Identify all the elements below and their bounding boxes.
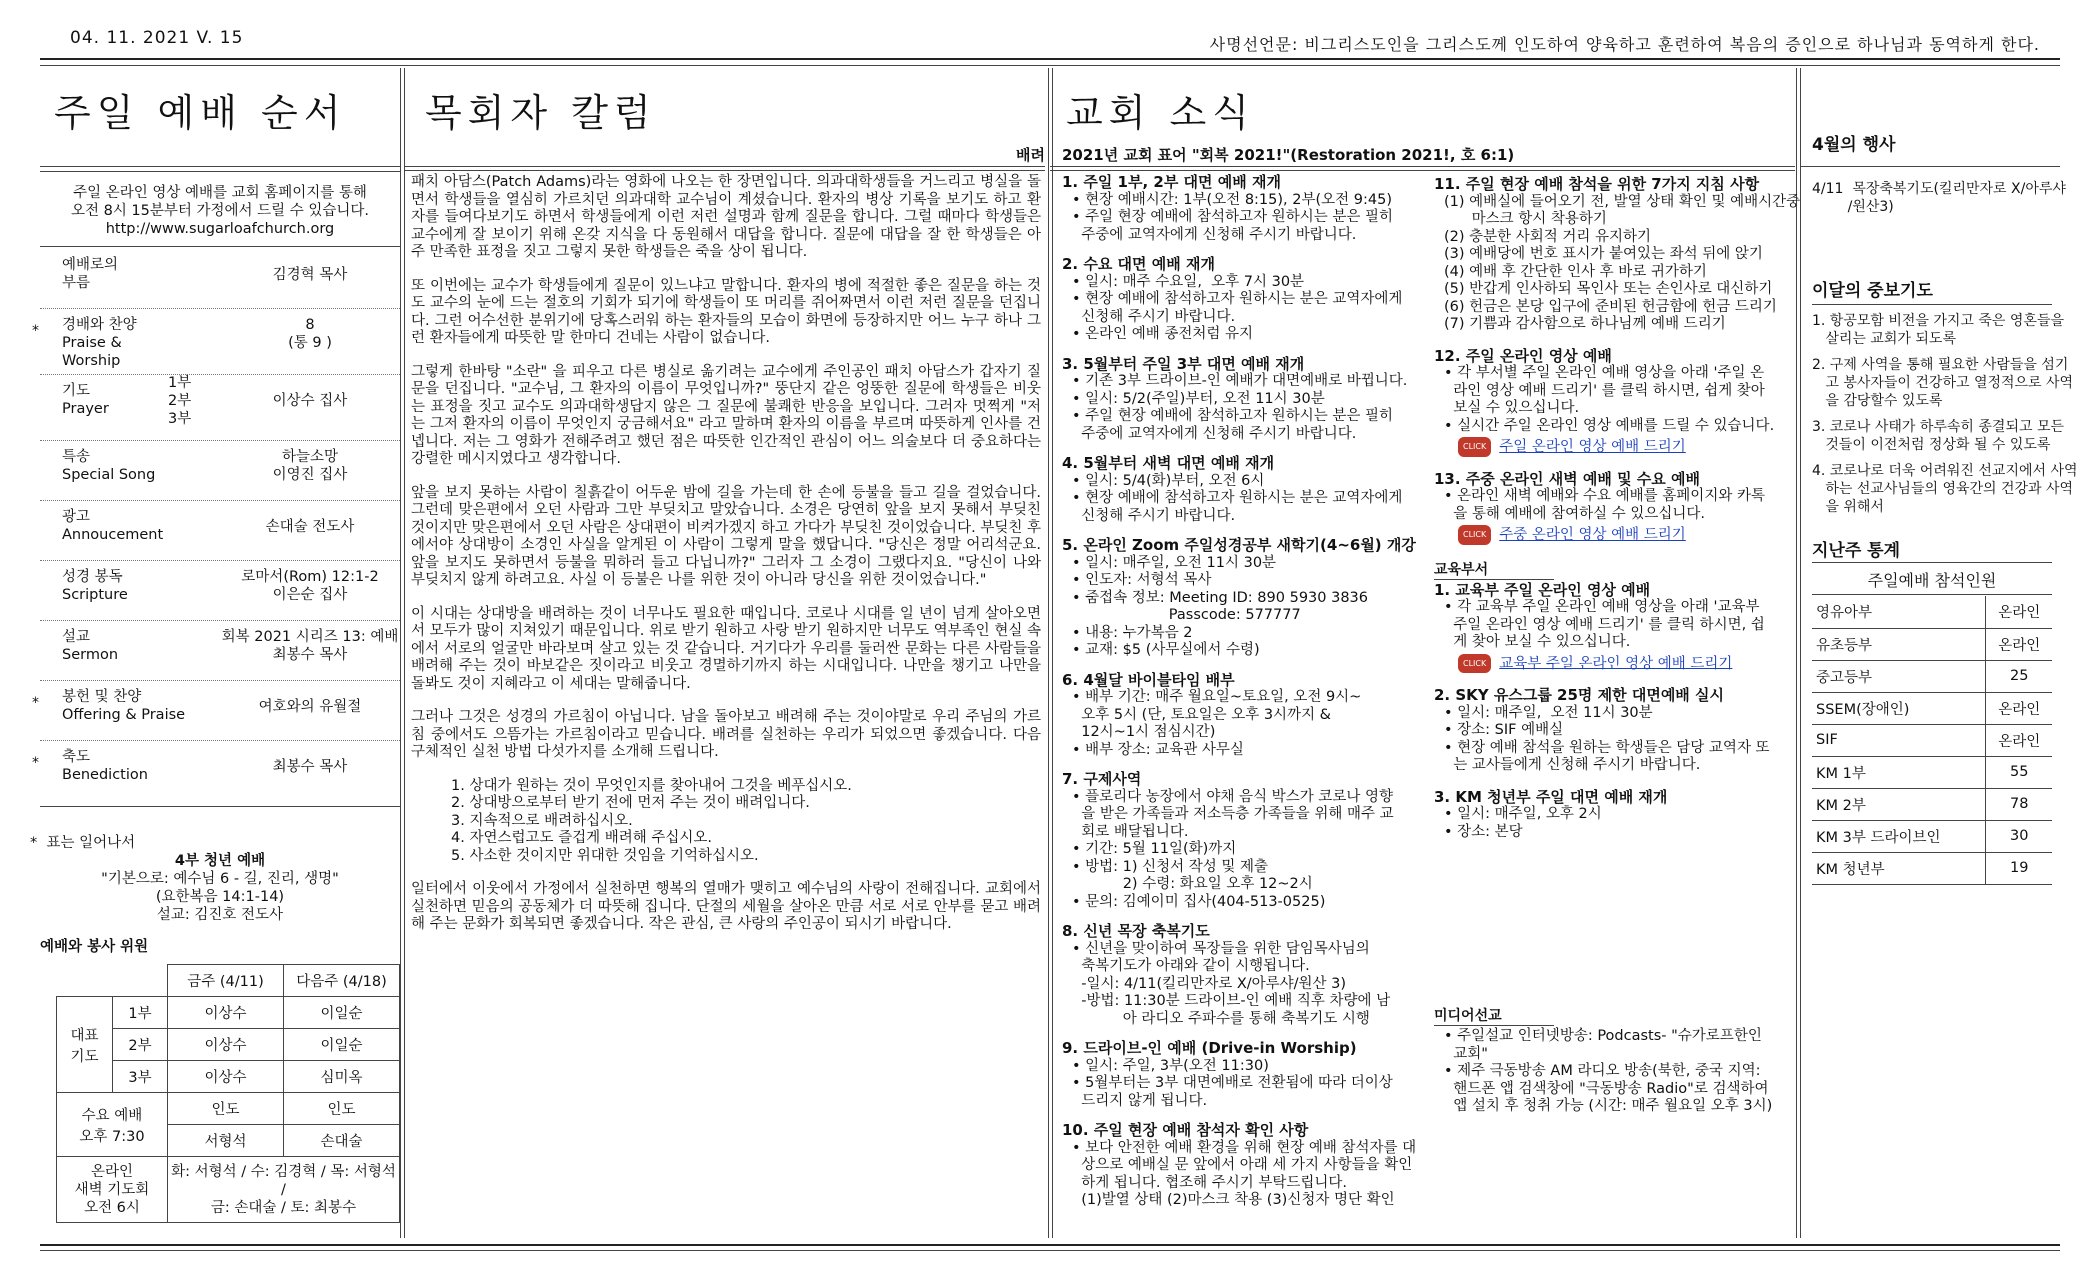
news-item <box>1434 175 1801 334</box>
paragraph: 이 시대는 상대방을 배려하는 것이 너무나도 필요한 때입니다. 코로나 시대를 일 년이 넘게 살아오면서 모두가 많이 지쳐있기 때문입니다. 위로 받기 원하고 사랑 받기 원하지만 너무도 역부족인 현실 속에서 서로의 얼굴만 바라보며 살고 있는 것 같습니다. 거기다가 우리를 둘러싼 문화는 다른 사람들을 배려해 주는 것이 바보같은 짓이라고 비웃고 경멸하기까지 하는 시대입니다. 나만을 챙기고 나만을 돌봐도 것이 지혜라고 이 세대는 말해줍니다. <box>411 605 1041 692</box>
news-heading: 5. 온라인 Zoom 주일성경공부 새학기(4~6월) 개강 <box>1062 536 1416 554</box>
youth-scripture: (요한복음 14:1-14) <box>155 889 285 905</box>
table-cell <box>57 965 168 997</box>
order-row <box>32 684 400 744</box>
order-label: 성경 봉독 Scripture <box>62 569 128 603</box>
stand-note: * 표는 일어나서 <box>30 835 136 851</box>
dotted-divider <box>40 680 400 681</box>
title-rule <box>1050 166 1795 167</box>
news-line: • 현장 예배에 참석하고자 원하시는 분은 교역자에게 신청해 주시기 바랍니다. <box>1072 490 1403 524</box>
stats-value: 온라인 <box>1986 724 2052 756</box>
order-label: 기도 Prayer <box>62 383 109 417</box>
order-row <box>40 252 400 312</box>
table-row <box>1812 788 2052 820</box>
news-line: • 기존 3부 드라이브-인 예배가 대면예배로 바뀝니다. <box>1072 373 1408 389</box>
education-title: 교육부서 <box>1434 559 1554 580</box>
list-item: 5. 사소한 것이지만 위대한 것임을 기억하십시오. <box>451 847 759 864</box>
news-heading: 9. 드라이브-인 예배 (Drive-in Worship) <box>1062 1039 1357 1057</box>
dotted-divider <box>40 620 400 621</box>
media-title: 미디어선교 <box>1434 1005 1554 1026</box>
worship-order-title: 주일 예배 순서 <box>54 91 347 135</box>
order-value: 이상수 집사 <box>272 393 348 409</box>
title-rule <box>405 170 1045 171</box>
dotted-divider <box>40 374 400 375</box>
news-line: • 내용: 누가복음 2 <box>1072 624 1193 641</box>
list-item: 2. 상대방으로부터 받기 전에 먼저 주는 것이 배려입니다. <box>451 795 810 811</box>
order-row <box>32 744 400 804</box>
bottom-rule <box>40 1244 2060 1246</box>
stats-value: 19 <box>1986 852 2052 884</box>
news-line: • 배부 장소: 교육관 사무실 <box>1072 741 1244 758</box>
table-cell: 수요 예배 오후 7:30 <box>57 1093 168 1157</box>
order-value: 회복 2021 시리즈 13: 예배 최봉수 목사 <box>221 629 399 663</box>
news-heading: 7. 구제사역 <box>1062 770 1142 788</box>
news-line: • 일시: 5/2(주일)부터, 오전 11시 30분 <box>1072 390 1325 407</box>
news-line: • 플로리다 농장에서 야채 음식 박스가 코로나 영향 을 받은 가족들과 저소득층 가족들을 위해 매주 교 회로 배달됩니다. <box>1072 788 1394 840</box>
click-icon[interactable]: CLICK <box>1458 437 1491 457</box>
news-line: • 일시: 주일, 3부(오전 11:30) <box>1072 1057 1269 1074</box>
news-heading: 3. KM 청년부 주일 대면 예배 재개 <box>1434 787 1668 806</box>
order-row <box>40 375 400 444</box>
table-cell: 온라인 새벽 기도회 오전 6시 <box>57 1157 168 1223</box>
table-cell: 이일순 <box>284 997 400 1029</box>
table-row <box>1812 756 2052 788</box>
news-line: • 방법: 1) 신청서 작성 및 제출 2) 수령: 화요일 오후 12~2시 <box>1072 858 1313 892</box>
stats-label: 영유아부 <box>1812 596 1986 628</box>
order-row <box>32 312 400 378</box>
table-row <box>1812 628 2052 660</box>
news-item <box>1062 672 1430 760</box>
news-line: (6) 헌금은 본당 입구에 준비된 헌금함에 헌금 드리기 <box>1444 298 1777 315</box>
stats-value: 55 <box>1986 756 2052 788</box>
table-cell: 1부 <box>113 997 168 1029</box>
news-link-row <box>1434 437 1792 457</box>
video-link[interactable]: 교육부 주일 온라인 영상 예배 드리기 <box>1499 655 1733 672</box>
stats-label: SSEM(장애인) <box>1812 692 1986 724</box>
news-line: • 일시: 매주일, 오전 11시 30분 <box>1072 554 1277 571</box>
stats-value: 온라인 <box>1986 596 2052 628</box>
news-line: (3) 예배당에 번호 표시가 붙여있는 좌석 뒤에 앉기 <box>1444 246 1763 262</box>
news-line: • 일시: 매주 수요일, 오후 7시 30분 <box>1072 273 1305 290</box>
table-row <box>1812 660 2052 692</box>
news-line: • 배부 기간: 매주 월요일~토요일, 오전 9시~ 오후 5시 (단, 토요일은 오후 3시까지 & 12시~1시 점심시간) <box>1072 689 1362 740</box>
news-item <box>1062 356 1430 444</box>
news-line: • 인도자: 서형석 목사 <box>1072 572 1212 588</box>
top-bar <box>40 26 2060 56</box>
news-heading: 2. 수요 대면 예배 재개 <box>1062 255 1215 273</box>
stats-rule <box>1812 594 2052 595</box>
news-item <box>1062 771 1430 911</box>
stats-value: 78 <box>1986 788 2052 820</box>
news-line: • 각 교육부 주일 온라인 예배 영상을 아래 '교육부 주일 온라인 영상 예배 드리기' 를 클릭 하시면, 쉽 게 찾아 보실 수 있으십니다. <box>1444 599 1765 650</box>
stats-subtitle: 주일예배 참석인원 <box>1867 571 1997 590</box>
news-line: • 5월부터는 3부 대면예배로 전환됨에 따라 더이상 드리지 않게 됩니다. <box>1072 1075 1393 1109</box>
stats-label: 유초등부 <box>1812 628 1986 660</box>
title-rule <box>405 166 1045 167</box>
table-cell: 이상수 <box>168 997 284 1029</box>
order-row <box>40 444 400 504</box>
news-item <box>1434 789 1792 842</box>
news-line: • 온라인 새벽 예배와 수요 예배를 홈페이지와 카톡 을 통해 예배에 참여하실 수 있으십니다. <box>1444 488 1765 522</box>
table-row <box>1812 820 2052 852</box>
news-line: • 기간: 5월 11일(화)까지 <box>1072 841 1237 857</box>
news-item <box>1062 923 1430 1028</box>
prayer-title: 이달의 중보기도 <box>1812 281 1933 301</box>
table-cell: 서형석 <box>168 1125 284 1157</box>
column-subtitle: 배려 <box>1016 146 1045 164</box>
section-rule <box>40 806 400 807</box>
title-rule <box>40 171 400 172</box>
order-value: 8 (통 9 ) <box>288 317 332 351</box>
online-notice <box>40 184 400 238</box>
section-rule <box>40 246 400 247</box>
church-url[interactable]: http://www.sugarloafchurch.org <box>105 221 335 237</box>
stats-label: 중고등부 <box>1812 660 1986 692</box>
order-label: 경배와 찬양 Praise & Worship <box>62 317 137 369</box>
news-heading: 1. 주일 1부, 2부 대면 예배 재개 <box>1062 173 1281 191</box>
notice-line: 오전 8시 15분부터 가정에서 드릴 수 있습니다. <box>70 203 370 219</box>
click-icon[interactable]: CLICK <box>1458 654 1491 674</box>
bulletin-date: 04. 11. 2021 V. 15 <box>70 28 244 48</box>
news-line: (1) 예배실에 들어오기 전, 발열 상태 확인 및 예배시간중 마스크 항시 착용하기 <box>1444 193 1801 227</box>
news-line: • 실시간 주일 온라인 영상 예배를 드릴 수 있습니다. <box>1444 417 1775 434</box>
news-heading: 1. 교육부 주일 온라인 영상 예배 <box>1434 580 1651 599</box>
table-row <box>57 1093 400 1125</box>
church-news-title: 교회 소식 <box>1066 91 1255 135</box>
news-heading: 3. 5월부터 주일 3부 대면 예배 재개 <box>1062 354 1305 373</box>
table-row <box>57 1157 400 1223</box>
stand-note-text: 표는 일어나서 <box>46 835 136 851</box>
prayer-list <box>1812 312 2078 524</box>
news-line: • 일시: 매주일, 오후 2시 <box>1444 806 1602 822</box>
news-item <box>1062 537 1430 660</box>
order-value: 여호와의 유월절 <box>258 699 362 715</box>
order-value: 김경혁 목사 <box>272 267 348 283</box>
youth-service <box>40 852 400 924</box>
news-line: (4) 예배 후 간단한 인사 후 바로 귀가하기 <box>1444 263 1707 280</box>
prayer-item: 3. 코로나 사태가 하루속히 종결되고 모든 것들이 이전처럼 정상화 될 수 있도록 <box>1812 419 2064 453</box>
stats-label: KM 2부 <box>1812 788 1986 820</box>
stand-mark: * <box>32 323 39 339</box>
church-news-column <box>1050 68 1801 1238</box>
mission-statement: 사명선언문: 비그리스도인을 그리스도께 인도하여 양육하고 훈련하여 복음의 증인으로 하나님과 동역하게 한다. <box>1209 35 2040 54</box>
order-value: 하늘소망 이영진 집사 <box>272 449 348 483</box>
table-cell: 심미옥 <box>284 1061 400 1093</box>
news-line: • 신년을 맞이하여 목장들을 위한 담임목사님의 축복기도가 아래와 같이 시행됩니다. -일시: 4/11(킬리만자로 X/아루샤/원산 3) -방법: 11:30분 드라이브-인 예배 직후 차량에 남 아 라디오 주파수를 통해 축복기도 시행 <box>1072 940 1391 1027</box>
spacer <box>1434 855 1792 1005</box>
order-value: 손대술 전도사 <box>265 519 355 535</box>
news-line: • 각 부서별 주일 온라인 예배 영상을 아래 '주일 온 라인 영상 예배 드리기' 를 클릭 하시면, 쉽게 찾아 보실 수 있으십니다. <box>1444 365 1765 416</box>
news-item <box>1434 687 1792 775</box>
order-label: 봉헌 및 찬양 Offering & Praise <box>62 689 186 723</box>
news-line: • 교재: $5 (사무실에서 수령) <box>1072 642 1260 658</box>
youth-title: 4부 청년 예배 <box>174 853 266 869</box>
news-right-list <box>1434 175 1801 1116</box>
news-item <box>1434 471 1792 545</box>
news-line: • 주일 현장 예배에 참석하고자 원하시는 분은 필히 주중에 교역자에게 신청해 주시기 바랍니다. <box>1072 209 1393 243</box>
table-row <box>57 965 400 997</box>
news-heading: 4. 5월부터 새벽 대면 예배 재개 <box>1062 454 1275 472</box>
prayer-rule <box>1812 304 2052 305</box>
title-rule <box>1050 170 1795 171</box>
news-line: • 일시: 5/4(화)부터, 오전 6시 <box>1072 472 1265 489</box>
order-label: 축도 Benediction <box>62 749 148 783</box>
dotted-divider <box>40 440 400 441</box>
youth-preacher: 설교: 김진호 전도사 <box>156 907 284 923</box>
table-cell: 이일순 <box>284 1029 400 1061</box>
servants-title: 예배와 봉사 위원 <box>40 939 149 955</box>
video-link[interactable]: 주중 온라인 영상 예배 드리기 <box>1499 526 1686 543</box>
news-line: • 일시: 매주일, 오전 11시 30분 <box>1444 704 1653 721</box>
news-heading: 10. 주일 현장 예배 참석자 확인 사항 <box>1062 1121 1309 1139</box>
column-body <box>411 174 1041 934</box>
news-heading: 11. 주일 현장 예배 참석을 위한 7가지 지침 사항 <box>1434 175 1760 193</box>
news-line: • 줌접속 정보: Meeting ID: 890 5930 3836 Passcode: 577777 <box>1072 589 1369 623</box>
prayer-item: 1. 항공모함 비전을 가지고 죽은 영혼들을 살리는 교회가 되도록 <box>1812 313 2064 347</box>
news-line: • 주일 현장 예배에 참석하고자 원하시는 분은 필히 주중에 교역자에게 신청해 주시기 바랍니다. <box>1072 408 1393 442</box>
table-cell: 3부 <box>113 1061 168 1093</box>
stats-label: KM 청년부 <box>1812 852 1986 884</box>
news-line: (7) 기쁨과 감사함으로 하나님께 예배 드리기 <box>1444 316 1726 332</box>
stats-value: 30 <box>1986 820 2052 852</box>
media-line: • 주일설교 인터넷방송: Podcasts- "슈가로프한인 교회" <box>1444 1028 1762 1062</box>
order-row <box>40 624 400 684</box>
table-cell: 이상수 <box>168 1061 284 1093</box>
list-item: 4. 자연스럽고도 즐겁게 배려해 주십시오. <box>451 830 712 846</box>
video-link[interactable]: 주일 온라인 영상 예배 드리기 <box>1499 438 1686 455</box>
news-line: • 보다 안전한 예배 환경을 위해 현장 예배 참석자를 대 상으로 예배실 문 앞에서 아래 세 가지 사항들을 확인 하게 됩니다. 협조해 주시기 부탁드립니다. (1)발열 상태 (2)마스크 착용 (3)신청자 명단 확인 <box>1072 1139 1417 1208</box>
news-heading: 8. 신년 목장 축복기도 <box>1062 922 1210 940</box>
stats-title: 지난주 통계 <box>1812 541 1901 561</box>
title-rule <box>1800 166 2060 167</box>
news-line: • 현장 예배 참석을 원하는 학생들은 담당 교역자 또 는 교사들에게 신청해 주시기 바랍니다. <box>1444 739 1770 773</box>
list-item: 1. 상대가 원하는 것이 무엇인지를 찾아내어 그것을 베푸십시오. <box>451 777 852 794</box>
stats-label: KM 1부 <box>1812 756 1986 788</box>
stand-mark: * <box>32 695 39 711</box>
news-line: • 문의: 김예이미 집사(404-513-0525) <box>1072 893 1326 910</box>
bottom-rule-thin <box>40 1250 2060 1251</box>
table-cell: 2부 <box>113 1029 168 1061</box>
stats-value: 온라인 <box>1986 628 2052 660</box>
order-label: 설교 Sermon <box>62 629 119 663</box>
table-cell: 인도 <box>284 1093 400 1125</box>
pastor-column-title: 목회자 칼럼 <box>425 91 657 135</box>
table-cell: 다음주 (4/18) <box>284 965 400 997</box>
order-value: 로마서(Rom) 12:1-2 이은순 집사 <box>241 569 379 603</box>
news-left-list <box>1062 174 1430 1222</box>
table-row <box>1812 852 2052 884</box>
order-row <box>40 504 400 564</box>
servants-table <box>56 964 400 1223</box>
news-item <box>1062 1040 1430 1110</box>
paragraph: 또 이번에는 교수가 학생들에게 질문이 있느냐고 말합니다. 환자의 병에 적절한 좋은 질문을 하는 것도 교수의 눈에 드는 절호의 기회가 되기에 학생들이 또 머리를 쥐어짜면서 이런 저런 질문을 던집니다. 그런 어수선한 분위기에 당혹스러워 하는 환자들의 모습이 화면에 등장하지만 어느 누구 하나 그런 환자들에게 따뜻한 말 한마디 건네는 사람이 없습니다. <box>411 277 1041 346</box>
media-line: • 제주 극동방송 AM 라디오 방송(북한, 중국 지역: 핸드폰 앱 검색창에 "극동방송 Radio"로 검색하여 앱 설치 후 청취 가능 (시간: 매주 월요일 오후 3시) <box>1444 1063 1773 1114</box>
table-row <box>57 997 400 1029</box>
stats-label: KM 3부 드라이브인 <box>1812 820 1986 852</box>
sidebar-column <box>1800 68 2078 1238</box>
news-line: • 현장 예배에 참석하고자 원하시는 분은 교역자에게 신청해 주시기 바랍니다. <box>1072 291 1403 325</box>
paragraph: 앞을 보지 못하는 사람이 칠흙같이 어두운 밤에 길을 가는데 한 손에 등불을 들고 길을 걸었습니다. 그런데 맞은편에서 오던 사람과 그만 부딪치고 말았습니다. 소경은 당연히 앞을 보지 못해서 부딪친 것이지만 맞은편에서 오던 사람은 상대편이 비켜가겠지 하고 가다가 부딪친 것이었습니다. 부딪친 후에서야 상대방이 소경인 사실을 알게된 이 사람이 그렇게 말을 했답니다. "당신은 정말 어리석군요. 앞을 보지도 못하면서 등불을 뭐하러 들고 다닙니까?" 그러자 그 소경이 그랬다지요. "당신이 나와 부딪치지 않게 하려고요. 사실 이 등불은 나를 위한 것이 아니라 당신을 위한 것이었습니다." <box>411 484 1041 588</box>
paragraph: 패치 아담스(Patch Adams)라는 영화에 나오는 한 장면입니다. 의과대학생들을 거느리고 병실을 돌면서 학생들을 열심히 가르치던 의과대학 교수님이 계셨습니다. 환자의 병상 기록을 보기도 하고 환자를 들여다보기도 하면서 학생들에게 이런 저런 설명과 함께 질문을 합니다. 그럴 때마다 학생들은 교수에게 잘 보이기 위해 온갖 지식을 다 동원해서 대답을 합니다. 질문에 대답을 잘 한 학생들은 아주 만족한 표정을 짓고 그렇지 못한 학생들은 죽을 상이 됩니다. <box>411 174 1041 260</box>
title-rule <box>40 166 400 167</box>
stats-value: 25 <box>1986 660 2052 692</box>
paragraph: 그러나 그것은 성경의 가르침이 아닙니다. 남을 돌아보고 배려해 주는 것이야말로 우리 주님의 가르침 중에서도 으뜸가는 가르침이라고 믿습니다. 배려를 실천하는 우리가 되었으면 좋겠습니다. 다음 구체적인 실천 방법 다섯가지를 소개해 드립니다. <box>411 709 1041 760</box>
prayer-item: 2. 구제 사역을 통해 필요한 사람들을 섬기 고 봉사자들이 건강하고 열정적으로 사역 을 감당할수 있도록 <box>1812 357 2074 409</box>
news-line: • 장소: 본당 <box>1444 823 1523 840</box>
top-rule <box>40 58 2060 60</box>
table-row <box>1812 724 2052 756</box>
news-item <box>1434 348 1792 457</box>
stats-rule <box>1812 562 2052 563</box>
practice-list <box>411 778 1041 866</box>
prayer-item: 4. 코로나로 더욱 어려워진 선교지에서 사역 하는 선교사님들의 영육간의 건강과 사역 을 위해서 <box>1812 463 2078 515</box>
news-item <box>1062 455 1430 525</box>
order-value: 최봉수 목사 <box>272 759 348 775</box>
news-line: • 온라인 예배 종전처럼 유지 <box>1072 326 1254 342</box>
table-cell: 금주 (4/11) <box>168 965 284 997</box>
news-item <box>1062 256 1430 344</box>
order-label: 광고 Annoucement <box>62 509 164 543</box>
events-title: 4월의 행사 <box>1812 135 1896 155</box>
click-icon[interactable]: CLICK <box>1458 525 1491 545</box>
news-item <box>1062 1122 1430 1210</box>
table-row <box>1812 692 2052 724</box>
table-cell: 이상수 <box>168 1029 284 1061</box>
stats-table <box>1812 596 2052 885</box>
column-divider <box>1796 68 1797 1238</box>
dotted-divider <box>40 308 400 309</box>
paragraph: 그렇게 한바탕 "소란" 을 피우고 다른 병실로 옮기려는 교수에게 주인공인 패치 아담스가 갑자기 질문을 던집니다. "교수님, 그 환자의 이름이 무엇입니까?" 뚱단지 같은 엉뚱한 질문에 학생들은 비웃는 표정을 짓고 교수도 의과대학생답지 않은 그 질문에 불쾌한 반응을 보입니다. 그러자 멋쩍게 "저는 그저 환자의 이름이 무엇인지 궁금해서요" 라고 말하며 환자의 이름을 부르며 따뜻하게 인사를 건넵니다. 저는 그 영화가 전해주려고 했던 점은 따뜻한 인간적인 관심이 어느 의술보다 더 중요하다는 강렬한 메시지였다고 생각합니다. <box>411 363 1041 467</box>
paragraph: 일터에서 이웃에서 가정에서 실천하면 행복의 열매가 맺히고 예수님의 사랑이 전해집니다. 교회에서 실천하면 믿음의 공동체가 더 따뜻해 집니다. 단절의 세월을 살아온 만큼 서로 서로 안부를 묻고 배려해 주는 문화가 회복되면 좋겠습니다. 작은 관심, 큰 사랑의 주인공이 되시기 바랍니다. <box>411 881 1041 932</box>
news-heading: 13. 주중 온라인 새벽 예배 및 수요 예배 <box>1434 469 1700 488</box>
table-cell: 인도 <box>168 1093 284 1125</box>
order-label: 특송 Special Song <box>62 449 156 483</box>
dotted-divider <box>40 500 400 501</box>
table-cell: 손대술 <box>284 1125 400 1157</box>
service-numbers: 1부 2부 3부 <box>168 375 192 427</box>
news-heading: 6. 4월달 바이블타임 배부 <box>1062 670 1235 689</box>
table-row <box>1812 596 2052 628</box>
worship-order-column <box>30 68 405 1238</box>
youth-sermon-title: "기본으로: 예수님 6 - 길, 진리, 생명" <box>101 871 339 887</box>
order-label: 예배로의 부름 <box>62 257 119 291</box>
pastor-column <box>405 68 1045 1238</box>
news-line: • 현장 예배시간: 1부(오전 8:15), 2부(오전 9:45) <box>1072 191 1392 208</box>
news-link-row <box>1434 525 1792 545</box>
news-line: (5) 반갑게 인사하되 목인사 또는 손인사로 대신하기 <box>1444 281 1773 297</box>
news-heading: 12. 주일 온라인 영상 예배 <box>1434 346 1612 365</box>
church-motto: 2021년 교회 표어 "회복 2021!"(Restoration 2021!, 호 6:1) <box>1062 146 1515 164</box>
column-divider <box>1048 68 1049 1238</box>
top-rule-thin <box>40 65 2060 66</box>
list-item: 3. 지속적으로 배려하십시오. <box>451 812 633 829</box>
stats-label: SIF <box>1812 724 1986 756</box>
news-line: • 장소: SIF 예배실 <box>1444 722 1564 738</box>
stats-value: 온라인 <box>1986 692 2052 724</box>
table-cell: 화: 서형석 / 수: 김경혁 / 목: 서형석 / 금: 손대술 / 토: 최봉수 <box>168 1157 400 1223</box>
news-link-row <box>1434 654 1792 674</box>
news-item <box>1062 174 1430 244</box>
news-item <box>1434 582 1792 674</box>
stand-mark: * <box>32 755 39 771</box>
notice-line: 주일 온라인 영상 예배를 교회 홈페이지를 통해 <box>73 185 367 201</box>
news-line: (2) 충분한 사회적 거리 유지하기 <box>1444 228 1652 245</box>
news-heading: 2. SKY 유스그룹 25명 제한 대면예배 실시 <box>1434 686 1725 704</box>
order-row <box>40 564 400 624</box>
dotted-divider <box>40 560 400 561</box>
event-item: 4/11 목장축복기도(킬리만자로 X/아루샤 /원산3) <box>1812 181 2066 215</box>
dotted-divider <box>40 740 400 741</box>
table-cell: 대표 기도 <box>57 997 113 1093</box>
